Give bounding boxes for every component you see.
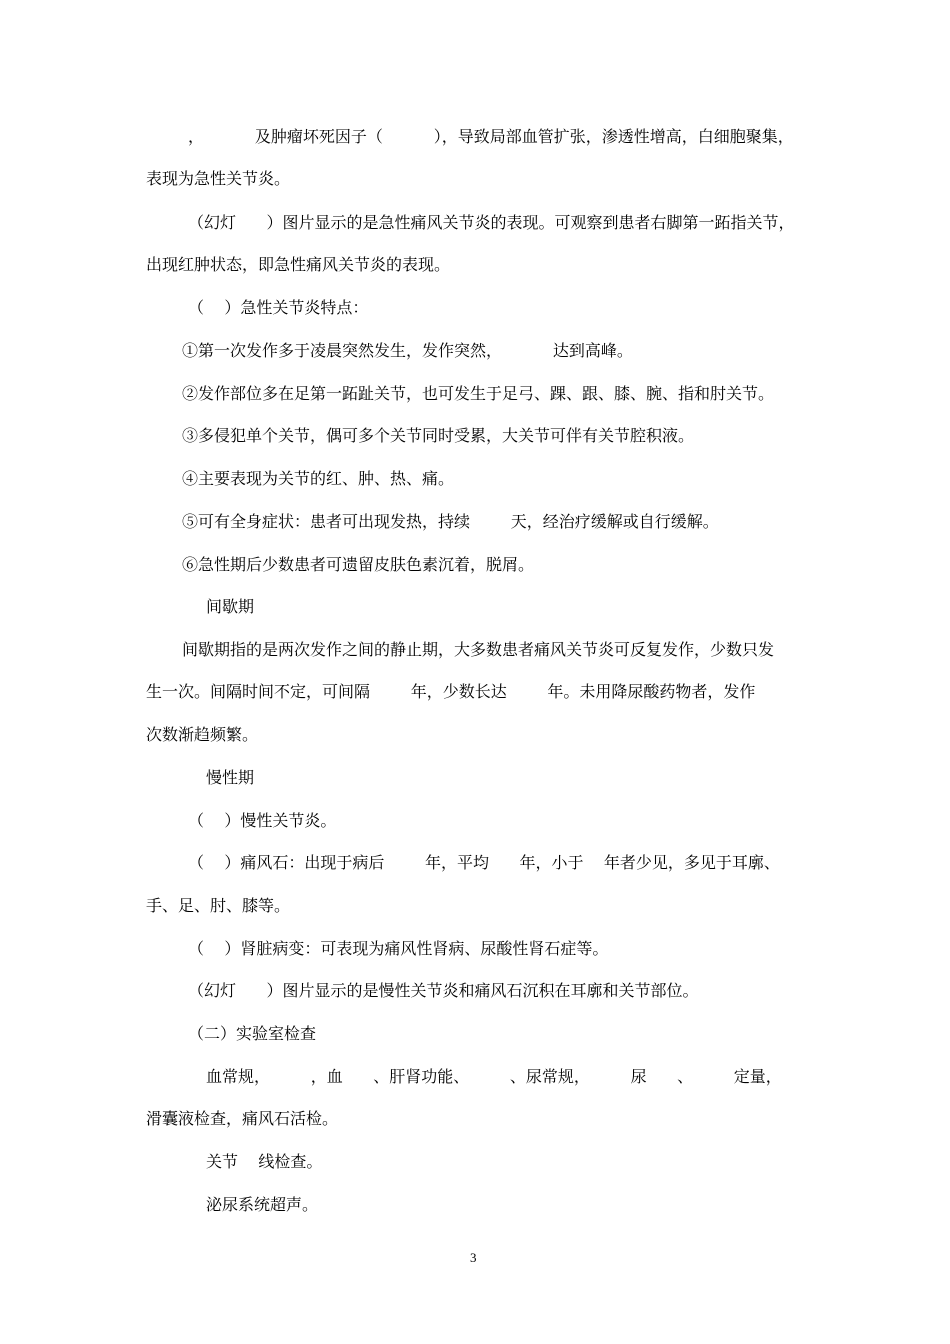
text-line: 间歇期指的是两次发作之间的静止期，大多数患者痛风关节炎可反复发作，少数只发: [182, 640, 775, 659]
text-line: （ ）慢性关节炎。: [188, 811, 337, 830]
text-line: ⑥急性期后少数患者可遗留皮肤色素沉着，脱屑。: [182, 555, 535, 574]
text-line: 次数渐趋频繁。: [146, 725, 259, 744]
text-line: ②发作部位多在足第一跖趾关节，也可发生于足弓、踝、跟、膝、腕、指和肘关节。: [182, 384, 775, 403]
section-heading: 慢性期: [206, 768, 255, 787]
text-line: 滑囊液检查，痛风石活检。: [146, 1109, 339, 1128]
text-line: ①第一次发作多于凌晨突然发生，发作突然， 达到高峰。: [182, 341, 633, 360]
text-line: 表现为急性关节炎。: [146, 169, 291, 188]
text-line: 出现红肿状态，即急性痛风关节炎的表现。: [146, 255, 451, 274]
text-line: 泌尿系统超声。: [206, 1195, 319, 1214]
text-line: （ ）急性关节炎特点：: [188, 298, 369, 317]
text-line: ， 及肿瘤坏死因子（ ），导致局部血管扩张，渗透性增高，白细胞聚集，: [188, 127, 794, 146]
section-heading: 间歇期: [206, 597, 255, 616]
section-heading: （二）实验室检查: [188, 1024, 317, 1043]
text-line: ③多侵犯单个关节，偶可多个关节同时受累，大关节可伴有关节腔积液。: [182, 426, 695, 445]
text-line: （ ）肾脏病变：可表现为痛风性肾病、尿酸性肾石症等。: [188, 939, 609, 958]
text-line: ⑤可有全身症状：患者可出现发热，持续 天，经治疗缓解或自行缓解。: [182, 512, 719, 531]
text-line: 手、足、肘、膝等。: [146, 896, 291, 915]
text-line: 关节 线检查。: [206, 1152, 323, 1171]
text-line: （ ）痛风石：出现于病后 年，平均 年，小于 年者少见，多见于耳廓、: [188, 853, 780, 872]
text-line: ④主要表现为关节的红、肿、热、痛。: [182, 469, 455, 488]
text-line: （幻灯 ）图片显示的是慢性关节炎和痛风石沉积在耳廓和关节部位。: [188, 981, 699, 1000]
text-line: 血常规， ，血 、肝肾功能、 、尿常规， 尿 、 定量，: [206, 1067, 782, 1086]
page-number: 3: [470, 1250, 477, 1265]
text-line: （幻灯 ）图片显示的是急性痛风关节炎的表现。可观察到患者右脚第一跖指关节，: [188, 213, 795, 232]
text-line: 生一次。间隔时间不定，可间隔 年，少数长达 年。未用降尿酸药物者，发作: [146, 682, 756, 701]
